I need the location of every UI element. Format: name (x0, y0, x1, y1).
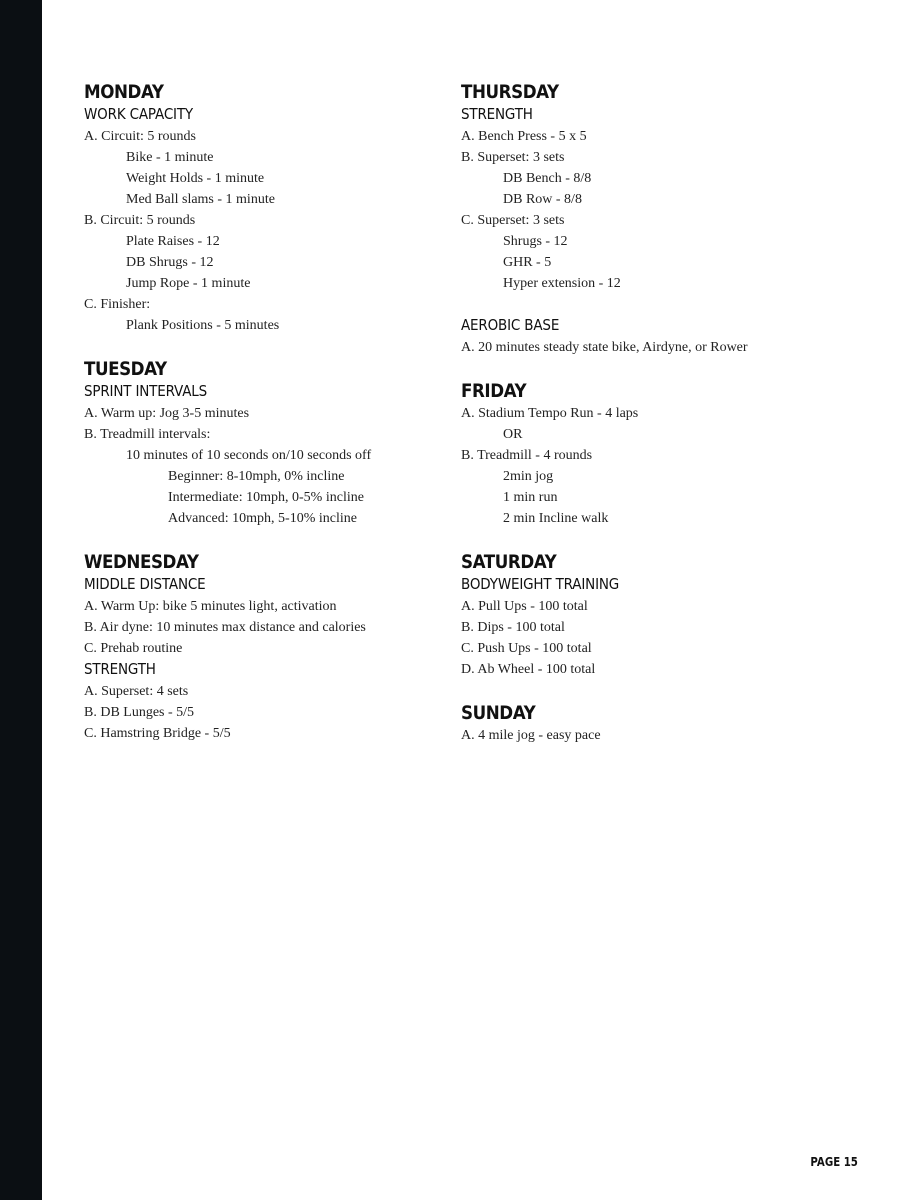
section-heading: STRENGTH (461, 105, 533, 123)
tuesday-section (84, 357, 444, 529)
section-heading: BODYWEIGHT TRAINING (461, 575, 620, 593)
day-heading: WEDNESDAY (84, 551, 199, 573)
list-item: A. Superset: 4 sets (84, 684, 189, 699)
list-item: A. Pull Ups - 100 total (461, 599, 588, 614)
list-item: B. DB Lunges - 5/5 (84, 705, 195, 720)
list-item: 2 min Incline walk (503, 511, 609, 526)
section-heading: SPRINT INTERVALS (84, 382, 208, 400)
list-item: B. Dips - 100 total (461, 620, 565, 635)
list-item: Advanced: 10mph, 5-10% incline (168, 511, 357, 526)
list-item: Plate Raises - 12 (126, 234, 220, 249)
list-item: DB Row - 8/8 (503, 192, 582, 207)
list-item: A. Stadium Tempo Run - 4 laps (461, 406, 639, 421)
wednesday-section (84, 550, 444, 744)
list-item: A. Circuit: 5 rounds (84, 129, 196, 144)
list-item: A. Bench Press - 5 x 5 (461, 129, 587, 144)
list-item: Bike - 1 minute (126, 150, 214, 165)
friday-section (461, 379, 821, 529)
monday-section (84, 80, 444, 336)
sunday-section (461, 701, 821, 746)
list-item: Beginner: 8-10mph, 0% incline (168, 469, 345, 484)
list-item: C. Push Ups - 100 total (461, 641, 592, 656)
section-heading: AEROBIC BASE (461, 316, 560, 334)
day-heading: SATURDAY (461, 551, 557, 573)
list-item: D. Ab Wheel - 100 total (461, 662, 596, 677)
list-item: A. Warm up: Jog 3-5 minutes (84, 406, 250, 421)
saturday-section (461, 550, 821, 680)
page-number: PAGE 15 (810, 1155, 858, 1169)
list-item: Weight Holds - 1 minute (126, 171, 265, 186)
section-heading: WORK CAPACITY (84, 105, 193, 123)
list-item: DB Shrugs - 12 (126, 255, 214, 270)
day-heading: MONDAY (84, 81, 164, 103)
list-item: C. Hamstring Bridge - 5/5 (84, 726, 231, 741)
left-column (84, 80, 444, 744)
thursday-section (461, 80, 821, 358)
list-item: DB Bench - 8/8 (503, 171, 592, 186)
day-heading: SUNDAY (461, 702, 536, 724)
list-item: OR (503, 427, 523, 442)
list-item: 1 min run (503, 490, 558, 505)
list-item: A. Warm Up: bike 5 minutes light, activation (84, 599, 337, 614)
list-item: B. Circuit: 5 rounds (84, 213, 196, 228)
list-item: A. 20 minutes steady state bike, Airdyne, or Rower (461, 340, 748, 355)
list-item: GHR - 5 (503, 255, 552, 270)
list-item: B. Superset: 3 sets (461, 150, 565, 165)
list-item: B. Air dyne: 10 minutes max distance and calories (84, 620, 366, 635)
list-item: C. Prehab routine (84, 641, 183, 656)
side-bar (0, 0, 42, 1200)
list-item: Intermediate: 10mph, 0-5% incline (168, 490, 364, 505)
list-item: 10 minutes of 10 seconds on/10 seconds off (126, 448, 372, 463)
day-heading: FRIDAY (461, 380, 527, 402)
list-item: B. Treadmill - 4 rounds (461, 448, 593, 463)
list-item: Med Ball slams - 1 minute (126, 192, 275, 207)
list-item: 2min jog (503, 469, 554, 484)
list-item: Shrugs - 12 (503, 234, 568, 249)
section-heading: MIDDLE DISTANCE (84, 575, 206, 593)
list-item: Plank Positions - 5 minutes (126, 318, 280, 333)
list-item: A. 4 mile jog - easy pace (461, 728, 601, 743)
list-item: C. Finisher: (84, 297, 151, 312)
list-item: B. Treadmill intervals: (84, 427, 211, 442)
list-item: C. Superset: 3 sets (461, 213, 565, 228)
list-item: Jump Rope - 1 minute (126, 276, 251, 291)
list-item: Hyper extension - 12 (503, 276, 621, 291)
section-heading: STRENGTH (84, 660, 156, 678)
day-heading: TUESDAY (84, 358, 167, 380)
day-heading: THURSDAY (461, 81, 559, 103)
right-column (461, 80, 821, 746)
